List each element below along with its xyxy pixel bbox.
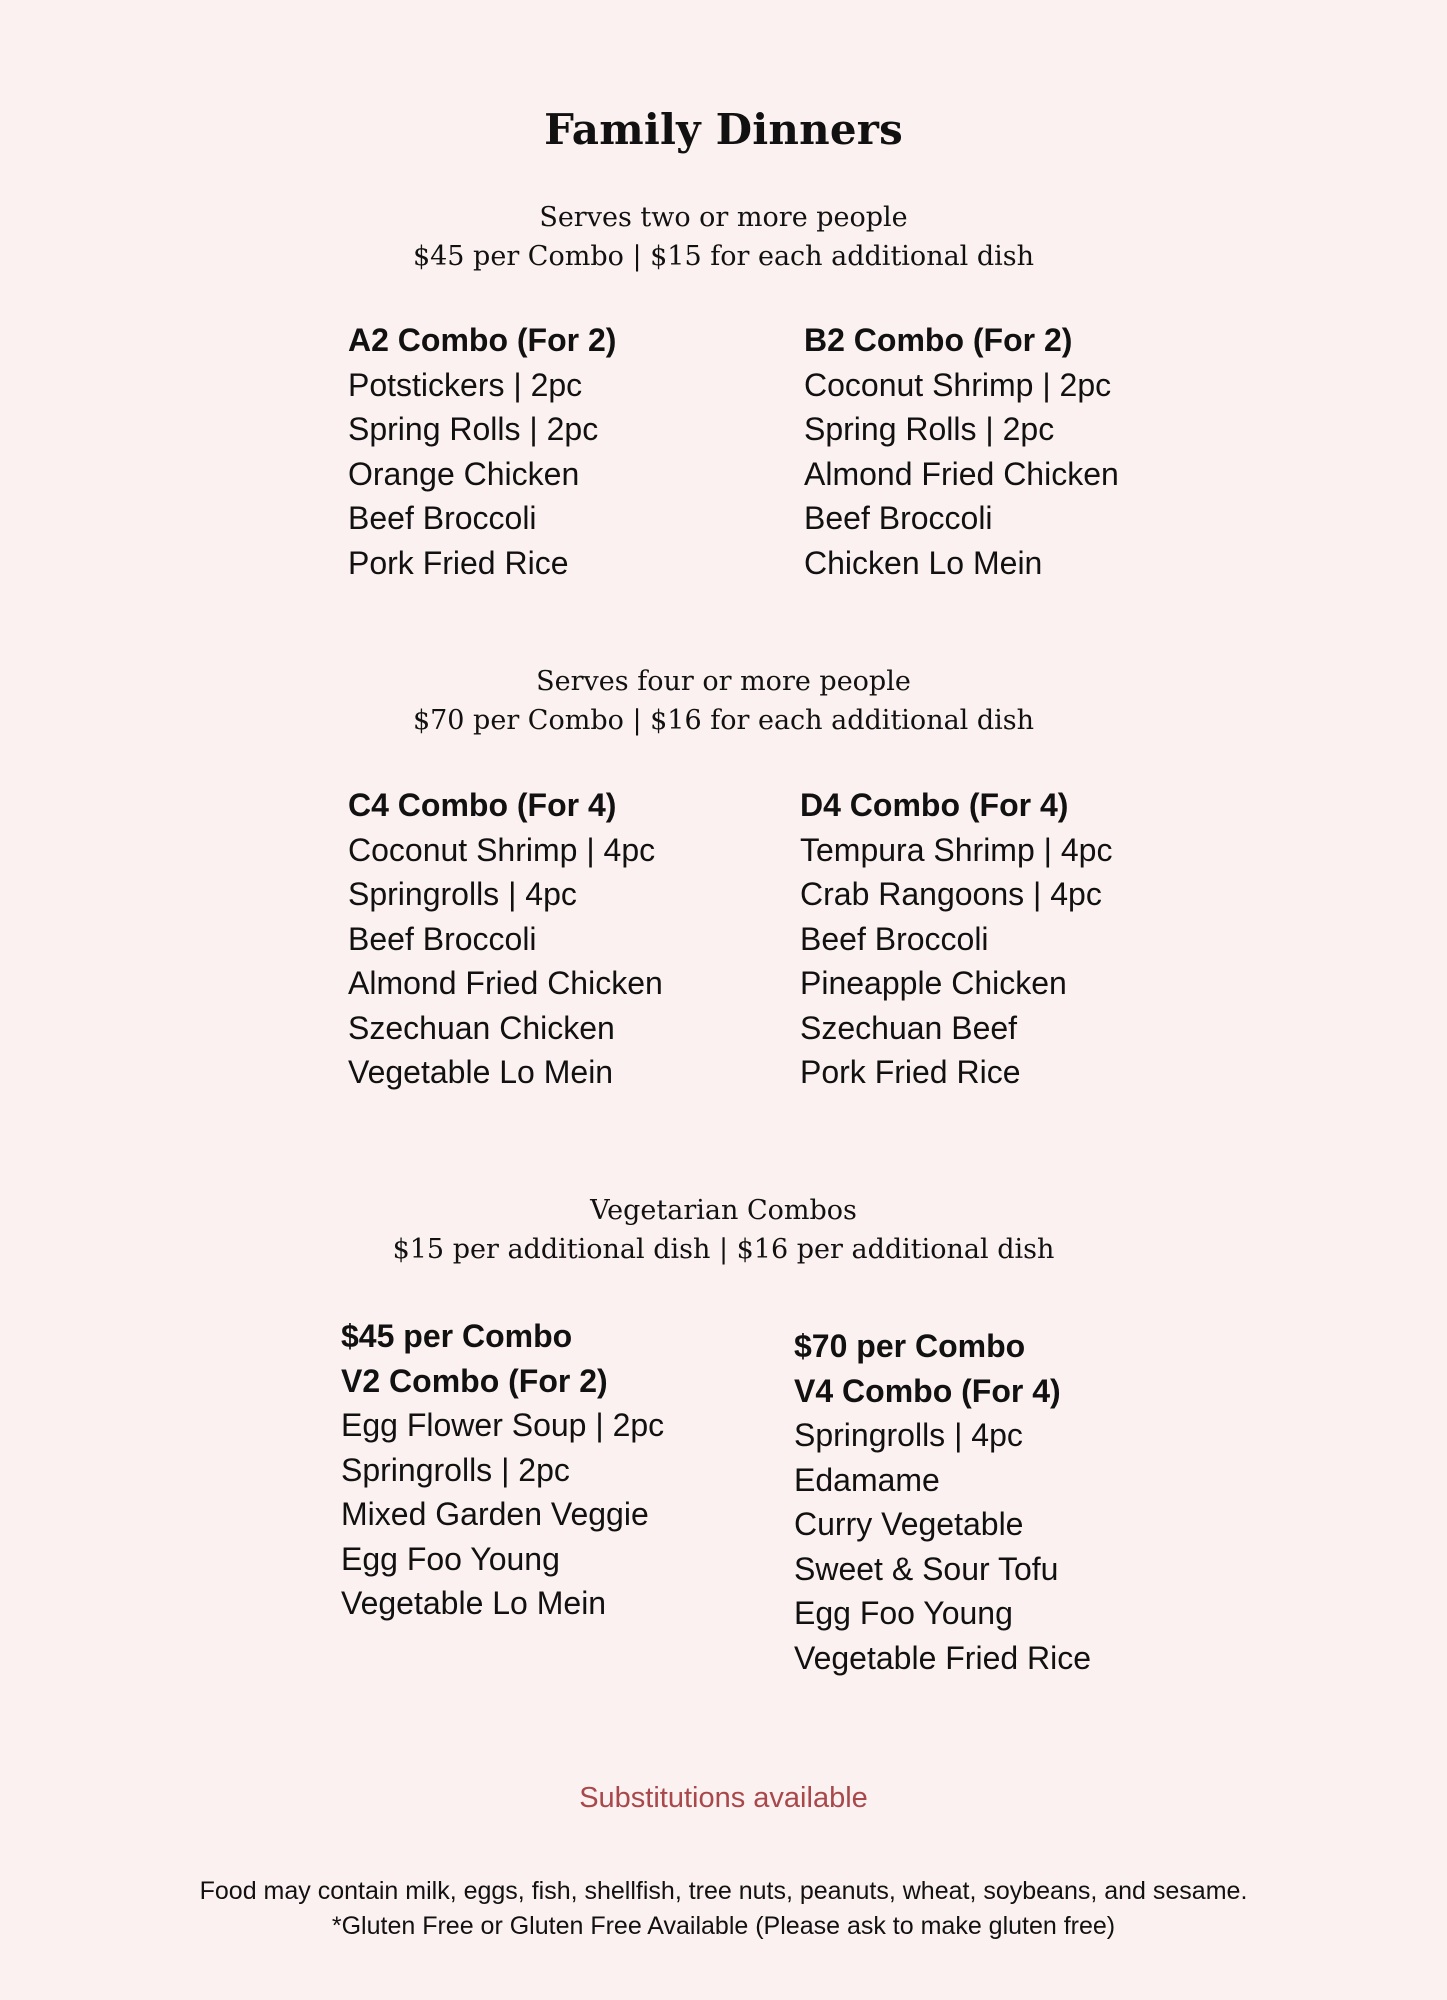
section-pricing: $70 per Combo | $16 for each additional dish: [412, 705, 1035, 736]
combo-item: Sweet & Sour Tofu: [794, 1550, 1059, 1587]
combo-item: Vegetable Fried Rice: [794, 1639, 1092, 1676]
combo-name: V2 Combo (For 2): [341, 1362, 608, 1399]
combo-item: Almond Fried Chicken: [348, 965, 663, 1001]
combo-name: V4 Combo (For 4): [794, 1372, 1061, 1409]
combo-a2: [348, 318, 616, 585]
combo-item: Beef Broccoli: [348, 500, 537, 536]
combo-item: Vegetable Lo Mein: [341, 1585, 607, 1621]
section-header-serves-four: [0, 662, 1447, 740]
section-pricing: $45 per Combo | $15 for each additional dish: [412, 241, 1035, 272]
combo-item: Egg Flower Soup | 2pc: [341, 1407, 665, 1443]
combo-item: Chicken Lo Mein: [804, 544, 1043, 581]
combo-item: Szechuan Chicken: [348, 1009, 615, 1046]
combo-item: Edamame: [794, 1461, 940, 1498]
combo-item: Orange Chicken: [348, 455, 580, 492]
combo-c4: [348, 783, 663, 1095]
combo-item: Potstickers | 2pc: [348, 366, 583, 403]
combo-item: Crab Rangoons | 4pc: [800, 876, 1102, 912]
combo-item: Spring Rolls | 2pc: [804, 411, 1055, 447]
combo-item: Beef Broccoli: [804, 500, 993, 536]
section-header-vegetarian: [0, 1191, 1447, 1269]
combo-item: Coconut Shrimp | 2pc: [804, 366, 1112, 403]
section-header-serves-two: [0, 198, 1447, 276]
combo-item: Pork Fried Rice: [348, 544, 569, 581]
combo-item: Beef Broccoli: [348, 920, 537, 957]
combo-item: Curry Vegetable: [794, 1506, 1024, 1542]
combo-item: Coconut Shrimp | 4pc: [348, 831, 656, 868]
combo-price: $45 per Combo: [341, 1318, 573, 1354]
combo-v4: [794, 1324, 1091, 1680]
combo-name: D4 Combo (For 4): [800, 787, 1069, 823]
substitutions-note: Substitutions available: [579, 1782, 868, 1814]
page-title: Family Dinners: [544, 105, 903, 154]
combo-item: Mixed Garden Veggie: [341, 1496, 649, 1532]
combo-name: C4 Combo (For 4): [348, 787, 617, 823]
section-heading: Vegetarian Combos: [590, 1195, 857, 1226]
combo-b2: [804, 318, 1119, 585]
combo-item: Springrolls | 4pc: [348, 876, 577, 912]
section-pricing: $15 per additional dish | $16 per additional dish: [392, 1234, 1055, 1265]
combo-item: Pork Fried Rice: [800, 1054, 1021, 1090]
combo-item: Springrolls | 2pc: [341, 1451, 570, 1488]
gluten-notice: *Gluten Free or Gluten Free Available (Please ask to make gluten free): [331, 1912, 1116, 1940]
combo-item: Egg Foo Young: [794, 1595, 1013, 1631]
combo-item: Springrolls | 4pc: [794, 1417, 1023, 1453]
section-heading: Serves four or more people: [536, 666, 911, 697]
combo-name: B2 Combo (For 2): [804, 322, 1073, 358]
combo-item: Szechuan Beef: [800, 1009, 1018, 1046]
section-heading: Serves two or more people: [539, 202, 908, 233]
combo-price: $70 per Combo: [794, 1328, 1026, 1364]
combo-item: Almond Fried Chicken: [804, 455, 1119, 492]
combo-item: Egg Foo Young: [341, 1540, 560, 1577]
allergen-notice: Food may contain milk, eggs, fish, shellfish, tree nuts, peanuts, wheat, soybeans, and sesame.: [199, 1877, 1248, 1905]
footer: [0, 1874, 1447, 1944]
combo-item: Beef Broccoli: [800, 920, 989, 957]
combo-item: Tempura Shrimp | 4pc: [800, 831, 1113, 868]
combo-v2: [341, 1314, 664, 1626]
combo-name: A2 Combo (For 2): [348, 322, 617, 358]
combo-item: Pineapple Chicken: [800, 965, 1067, 1001]
combo-item: Vegetable Lo Mein: [348, 1054, 614, 1090]
combo-d4: [800, 783, 1112, 1095]
combo-item: Spring Rolls | 2pc: [348, 411, 599, 447]
